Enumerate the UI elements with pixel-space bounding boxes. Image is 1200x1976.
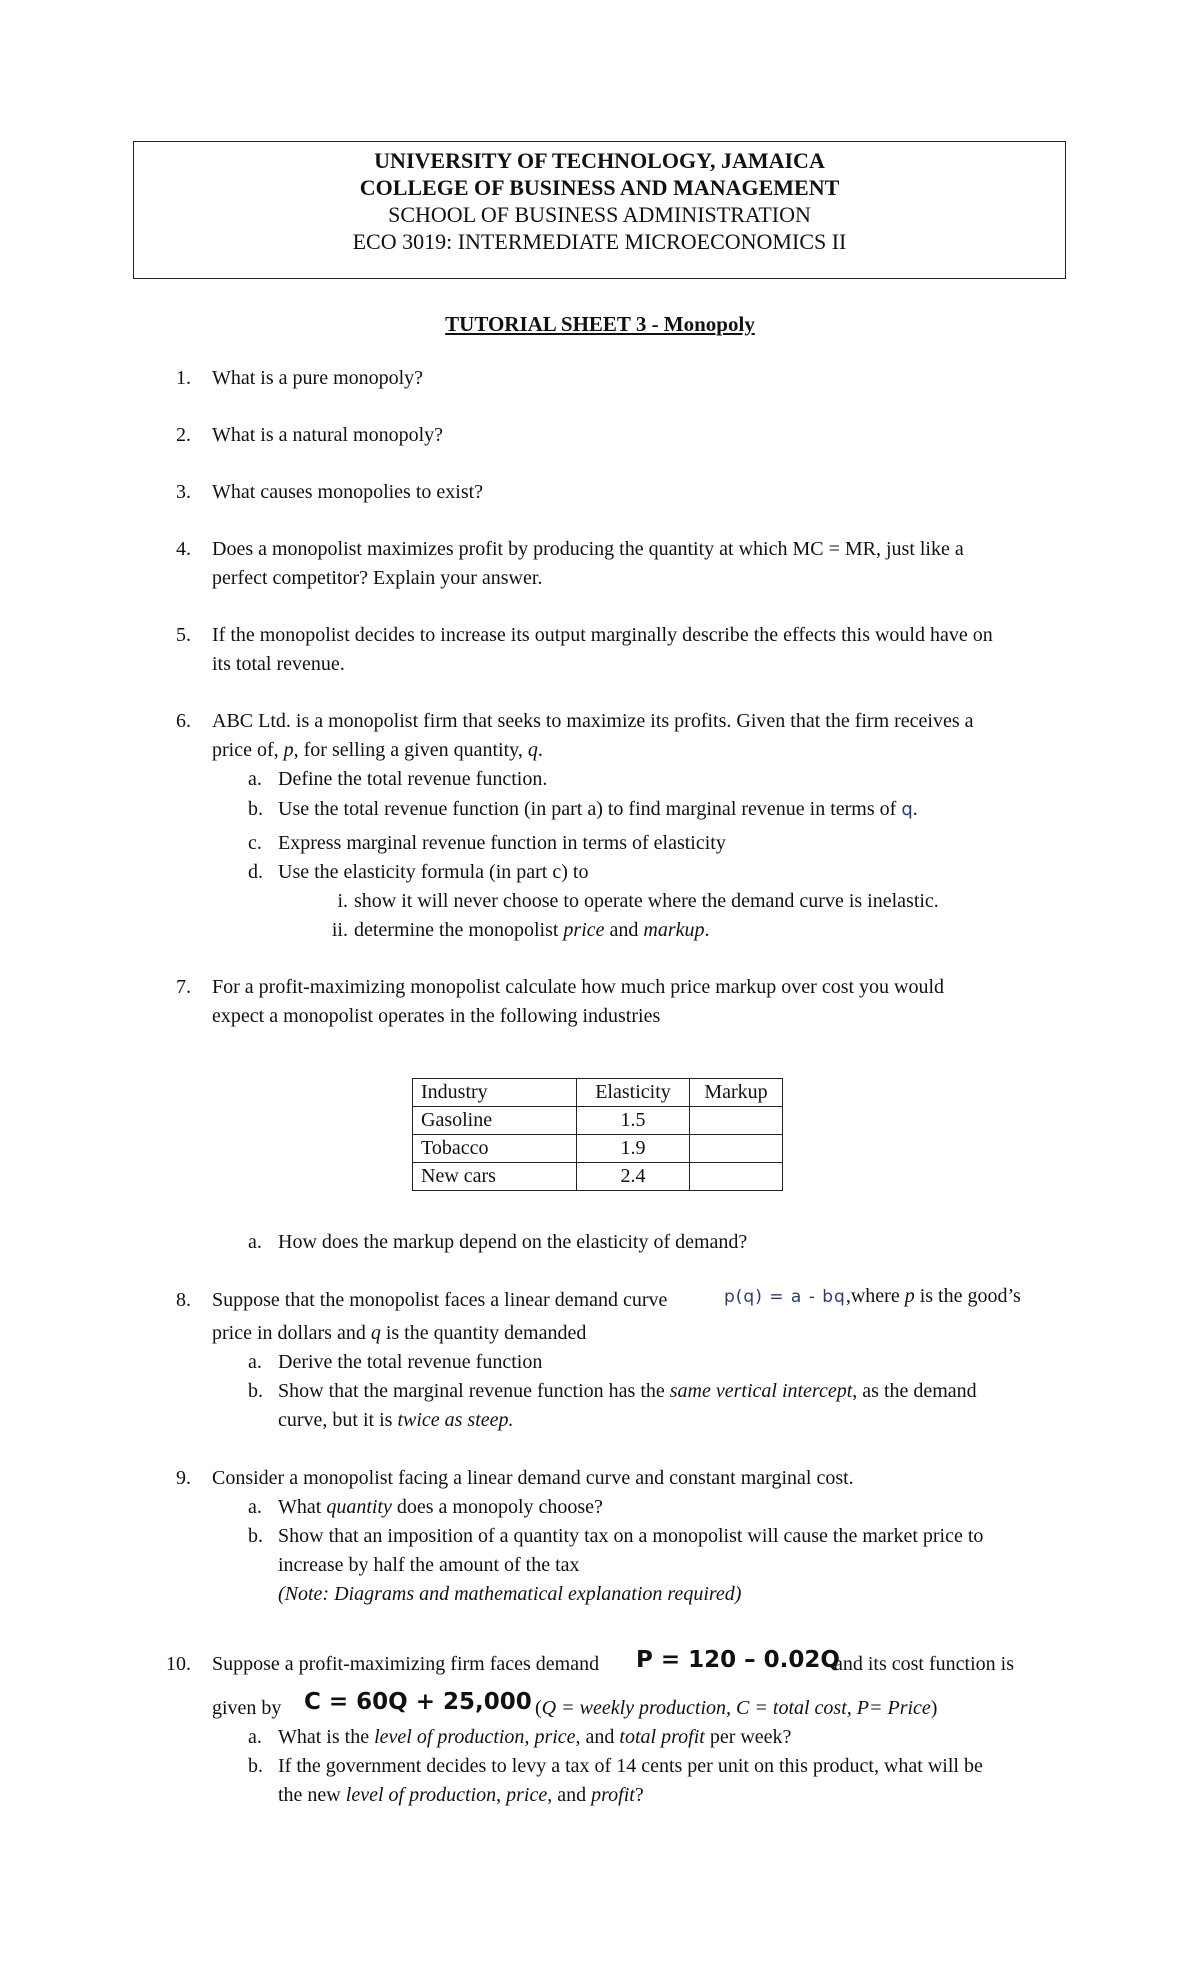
question-number: 2. [176,424,191,446]
sub-question-b: b. Show that the marginal revenue function has the same vertical intercept, as the demand [248,1380,977,1402]
sub-question-d-i: i. show it will never choose to operate where the demand curve is inelastic. [337,890,939,912]
table-cell: 1.9 [577,1135,690,1163]
question-number: 1. [176,367,191,389]
sub-question-a: a. What quantity does a monopoly choose? [248,1496,603,1518]
sub-question-a: a. Define the total revenue function. [248,768,548,790]
question-text: If the monopolist decides to increase its output marginally describe the effects this would have on [212,624,993,646]
table-header: Industry [413,1079,577,1107]
sub-question-a: a. How does the markup depend on the elasticity of demand? [248,1231,748,1253]
question-3 [176,478,483,507]
university-name: UNIVERSITY OF TECHNOLOGY, JAMAICA [374,148,825,173]
question-text: and its cost function is [834,1653,1014,1675]
question-text: its total revenue. [212,653,345,675]
question-text: given by [212,1697,282,1719]
sub-question-d-ii: ii. determine the monopolist price and markup. [331,919,710,941]
question-text: What causes monopolies to exist? [212,481,484,503]
sub-question-b-cont: curve, but it is twice as steep. [278,1409,514,1431]
sub-question-b: b. Use the total revenue function (in part a) to find marginal revenue in terms of q. [248,798,918,820]
question-text: Does a monopolist maximizes profit by producing the quantity at which MC = MR, just like a [212,538,964,560]
course-name: ECO 3019: INTERMEDIATE MICROECONOMICS II [352,229,847,254]
table-row [413,1107,783,1135]
school-name: SCHOOL OF BUSINESS ADMINISTRATION [388,202,811,227]
question-text: ABC Ltd. is a monopolist firm that seeks to maximize its profits. Given that the firm receives a [212,710,974,732]
table-cell [690,1135,783,1163]
table-row [413,1135,783,1163]
elasticity-table [412,1078,783,1191]
demand-equation: p(q) = a - bq,where p is the good’s [724,1285,1021,1307]
table-row [413,1163,783,1191]
question-number: 8. [176,1289,191,1311]
table-header: Markup [690,1079,783,1107]
sub-question-b: b. Show that an imposition of a quantity tax on a monopolist will cause the market price to [248,1525,984,1547]
tutorial-sheet-page: UNIVERSITY OF TECHNOLOGY, JAMAICA COLLEGE OF BUSINESS AND MANAGEMENT SCHOOL OF BUSINESS ADMINISTRATION ECO 3019: INTERMEDIATE MICROECONOMICS II TUTORIAL SHEET 3 - Monopoly 1. What is a pure monopoly? 2. What is a natural monopoly? 3. What causes monopolies to exist? 4. Does a monopolist maximizes profit by producing the quantity at which MC = MR, just like a perfect competitor? Explain your answer. 5. If the monopolist decides to increase its output marginally describe the effects this would have on its total revenue. 6. ABC Ltd. is a monopolist firm that seeks to maximize its profits. Given that the firm receives a price of, p, for selling a given quantity, q. a. Define the total revenue function. b. Use the total revenue function (in part a) to find marginal revenue in terms of q. c. Express marginal revenue function in terms of elasticity d. Use the elasticity formula (in part c) to i. show it will never choose to operate where the demand curve is inelastic. ii. determine the monopolist price and markup. 7. For a profit-maximizing monopolist calculate how much price markup over cost you would expect a monopolist operates in the following industries Industry Elasticity Markup Gasoline 1.5 Tobacco 1.9 New cars 2.4 a. How does the markup depend on the elasticity of demand? 8. Suppose that the monopolist faces a linear demand curve p(q) = a - bq,where p is the good’s price in dollars and q is the quantity demanded a. Derive the total revenue function b. Show that the marginal revenue function has the same vertical intercept, as the demand curve, but it is twice as steep. 9. Consider a monopolist facing a linear demand curve and constant marginal cost. a. What quantity does a monopoly choose? b. Show that an imposition of a quantity tax on a monopolist will cause the market price to increase by half the amount of the tax (Note: Diagrams and mathematical explanation required) 10. Suppose a profit-maximizing firm faces demand P = 120 – 0.02Q and its cost function is given by C = 60Q + 25,000 (Q = weekly production, C = total cost, P= Price) a. What is the level of production, price, and total profit per week? b. If the government decides to levy a tax of 14 cents per unit on this product, what will be the new level of production, price, and profit? [0,0,1200,1976]
question-number: 4. [176,538,191,560]
page-title: TUTORIAL SHEET 3 - Monopoly [445,312,755,336]
sub-question-a: a. Derive the total revenue function [248,1351,543,1373]
question-number: 9. [176,1467,191,1489]
demand-equation: P = 120 – 0.02Q [636,1647,840,1673]
q-variable-icon: q [901,799,913,820]
question-text: price of, p, for selling a given quantity, q. [212,739,543,761]
question-number: 3. [176,481,191,503]
question-text: price in dollars and q is the quantity demanded [212,1322,587,1344]
table-header: Elasticity [577,1079,690,1107]
question-text: What is a pure monopoly? [212,367,424,389]
college-name: COLLEGE OF BUSINESS AND MANAGEMENT [359,175,840,200]
table-header-row [413,1079,783,1107]
table-cell: 2.4 [577,1163,690,1191]
question-text: perfect competitor? Explain your answer. [212,567,543,589]
table-cell: 1.5 [577,1107,690,1135]
cost-equation: C = 60Q + 25,000 [304,1689,532,1715]
header-box [133,141,1066,279]
question-1 [176,364,423,393]
variable-definitions: (Q = weekly production, C = total cost, P= Price) [535,1697,938,1719]
question-number: 7. [176,976,191,998]
question-number: 10. [166,1653,191,1675]
table-cell: New cars [413,1163,577,1191]
question-text: For a profit-maximizing monopolist calculate how much price markup over cost you would [212,976,945,998]
question-2 [176,421,443,450]
sub-question-b: b. If the government decides to levy a tax of 14 cents per unit on this product, what will be [248,1755,983,1777]
sub-question-d: d. Use the elasticity formula (in part c) to [248,861,589,883]
question-number: 5. [176,624,191,646]
sub-question-a: a. What is the level of production, price, and total profit per week? [248,1726,792,1748]
table-cell [690,1107,783,1135]
note: (Note: Diagrams and mathematical explanation required) [278,1583,742,1605]
table-cell: Tobacco [413,1135,577,1163]
question-number: 6. [176,710,191,732]
sub-question-c: c. Express marginal revenue function in terms of elasticity [248,832,726,854]
sub-question-b-cont: the new level of production, price, and profit? [278,1784,644,1806]
question-text: What is a natural monopoly? [212,424,444,446]
table-cell [690,1163,783,1191]
table-cell: Gasoline [413,1107,577,1135]
question-text: expect a monopolist operates in the following industries [212,1005,661,1027]
sub-question-b-cont: increase by half the amount of the tax [278,1554,580,1576]
